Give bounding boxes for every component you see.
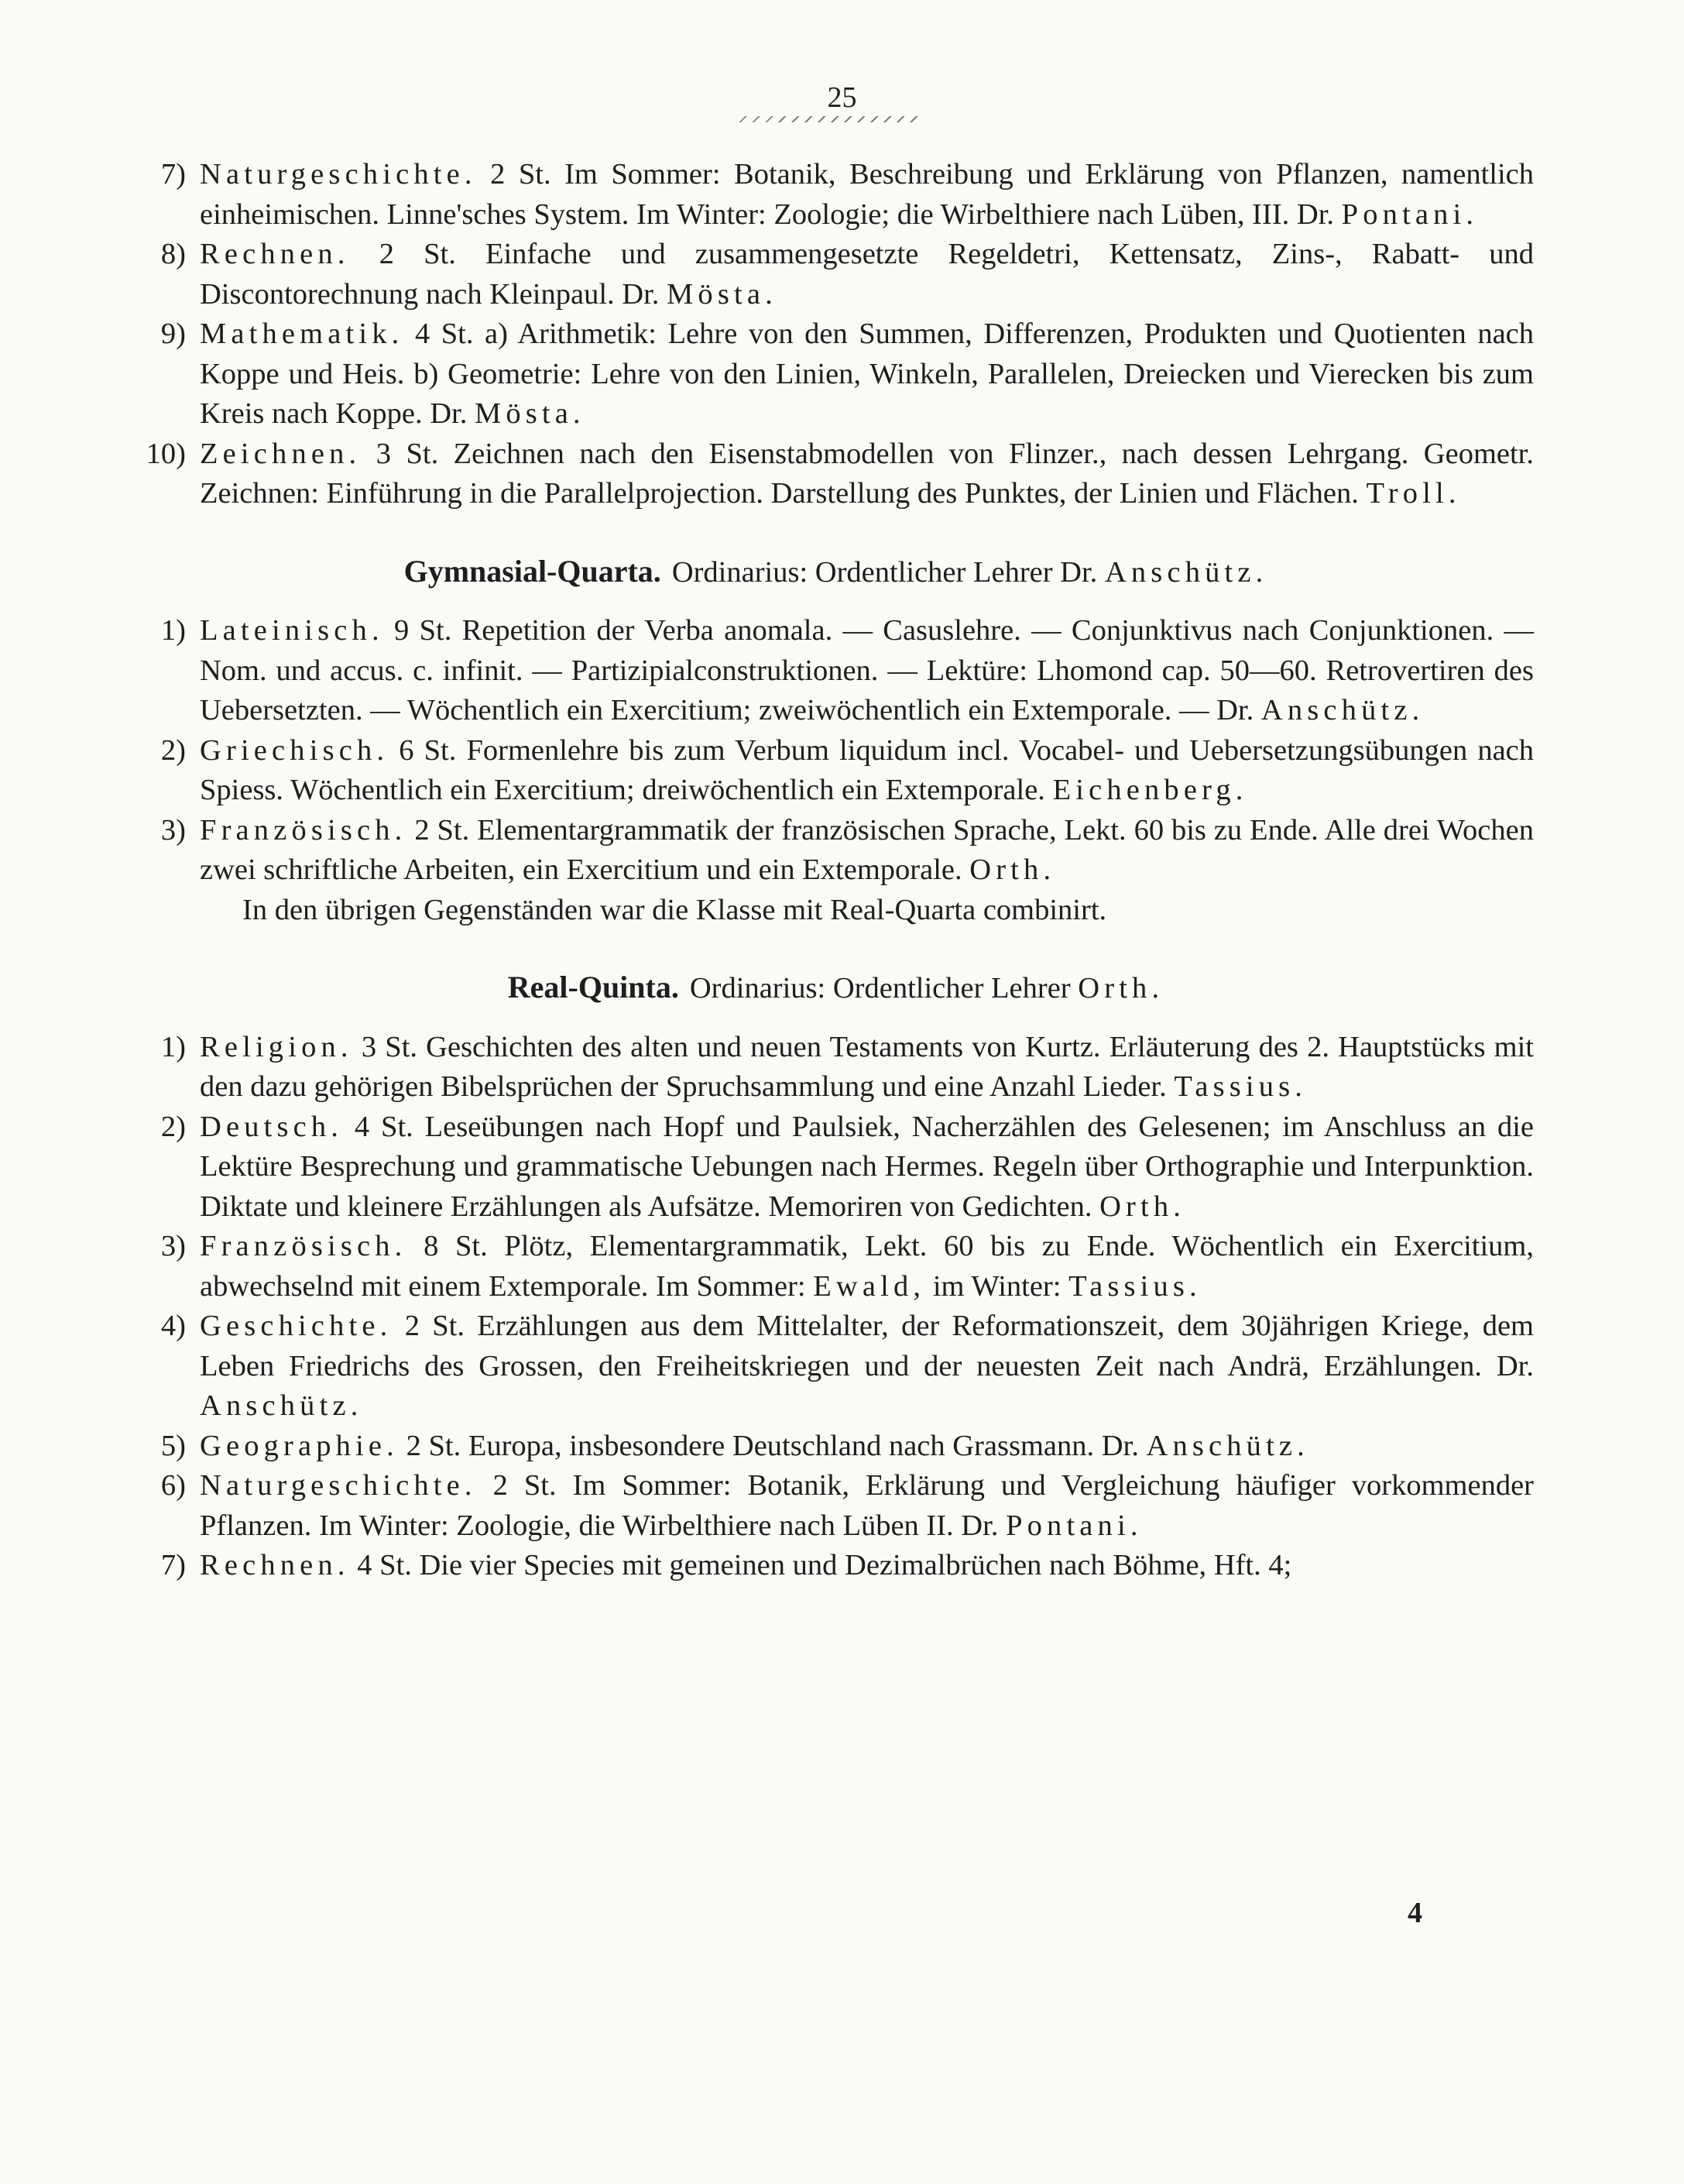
section-title: Gymnasial-Quarta. <box>403 553 661 589</box>
entry-number: 7) <box>160 158 186 191</box>
section-heading <box>138 551 1534 593</box>
spaced-name: Tassius. <box>1174 1070 1308 1103</box>
spaced-name: Mösta. <box>474 397 585 430</box>
entry-number: 9) <box>160 318 186 350</box>
entry-text-run: 6 St. Formenlehre bis zum Verbum liquidum incl. Vocabel- und Uebersetzungsübungen nach Spiess. Wöchentlich ein Exercitium; dreiwöchentlich ein Extemporale. <box>200 733 1534 806</box>
entry-text <box>200 811 1534 891</box>
entry-text-run: im Winter: <box>925 1269 1069 1303</box>
section-teacher: Anschütz. <box>1104 555 1268 589</box>
entry-text-run: 4 St. a) Arithmetik: Lehre von den Summen, Differenzen, Produkten und Quotienten nach Koppe und Heis. b) Geometrie: Lehre von den Linien, Winkeln, Parallelen, Dreiecken und Vierecken bis zum Kreis nach Koppe. Dr. <box>200 318 1534 430</box>
entry-text-run: 2 St. Europa, insbesondere Deutschland nach Grassmann. Dr. <box>398 1429 1147 1462</box>
spaced-name: Rechnen. <box>200 1549 350 1581</box>
entry-text-run: 4 St. Die vier Species mit gemeinen und Dezimalbrüchen nach Böhme, Hft. 4; <box>349 1549 1292 1581</box>
spaced-name: Orth. <box>969 853 1056 886</box>
spaced-name: Zeichnen. <box>200 437 362 470</box>
entry-text-run: 8 St. Plötz, Elementargrammatik, Lekt. 60 bis zu Ende. Wöchentlich ein Exercitium, abwechselnd mit einem Extemporale. Im Sommer: <box>200 1230 1534 1303</box>
subject-entry <box>138 1107 1534 1228</box>
spaced-name: Anschütz. <box>1260 694 1425 726</box>
spaced-name: Anschütz. <box>200 1389 363 1422</box>
page-number-ornament <box>739 116 921 122</box>
spaced-name: Tassius. <box>1068 1269 1202 1303</box>
entry-text <box>200 1307 1534 1427</box>
signature-mark: 4 <box>1408 1897 1422 1929</box>
spaced-name: Pontani. <box>1006 1509 1143 1542</box>
section-ordinarius: Ordinarius: Ordentlicher Lehrer Dr. <box>671 555 1105 589</box>
entry-text-run: 4 St. Leseübungen nach Hopf und Paulsiek, Nacherzählen des Gelesenen; im Anschluss an die Lektüre Besprechung und grammatische Uebungen nach Hermes. Regeln über Orthographie und Interpunktion. Diktate und kleinere Erzählungen als Aufsätze. Memoriren von Gedichten. <box>200 1110 1534 1223</box>
entry-number: 3) <box>160 1230 186 1262</box>
spaced-name: Geschichte. <box>200 1310 393 1342</box>
spaced-name: Lateinisch. <box>200 614 384 647</box>
spaced-name: Religion. <box>200 1030 353 1063</box>
entry-text-run: 9 St. Repetition der Verba anomala. — Casuslehre. — Conjunktivus nach Conjunktionen. — Nom. und accus. c. infinit. — Partizipialconstruktionen. — Lektüre: Lhomond cap. 50—60. Retrovertiren des Uebersetzten. — Wöchentlich ein Exercitium; zweiwöchentlich ein Extemporale. — Dr. <box>200 614 1534 726</box>
section-ordinarius: Ordinarius: Ordentlicher Lehrer <box>689 972 1079 1004</box>
spaced-name: Deutsch. <box>200 1110 344 1143</box>
entry-number: 10) <box>146 437 186 470</box>
entry-text-run: 2 St. Im Sommer: Botanik, Erklärung und Vergleichung häufiger vorkommender Pflanzen. Im Winter: Zoologie, die Wirbelthiere nach Lüben II. Dr. <box>200 1469 1534 1542</box>
entry-text <box>200 1028 1534 1107</box>
entry-number: 3) <box>160 813 186 846</box>
spaced-name: Französisch. <box>200 1230 407 1262</box>
section-teacher: Orth. <box>1078 972 1164 1004</box>
entry-text <box>200 611 1534 731</box>
entry-number: 1) <box>160 1030 186 1063</box>
subject-entry <box>138 314 1534 434</box>
page-number: 25 <box>827 81 857 114</box>
entry-text <box>200 314 1534 434</box>
entry-number: 6) <box>160 1469 186 1502</box>
section-heading <box>138 967 1534 1009</box>
entry-number: 1) <box>160 614 186 647</box>
entry-number: 4) <box>160 1310 186 1342</box>
subject-entry <box>138 1466 1534 1546</box>
entry-text-run: 2 St. Im Sommer: Botanik, Beschreibung und Erklärung von Pflanzen, namentlich einheimischen. Linne'sches System. Im Winter: Zoologie; die Wirbelthiere nach Lüben, III. Dr. <box>200 158 1534 231</box>
subject-entry <box>138 1307 1534 1427</box>
entry-text-run: 3 St. Geschichten des alten und neuen Testaments von Kurtz. Erläuterung des 2. Hauptstücks mit den dazu gehörigen Bibelsprüchen der Spruchsammlung und eine Anzahl Lieder. <box>200 1030 1534 1103</box>
subject-entry <box>138 1028 1534 1107</box>
entry-number: 2) <box>160 733 186 767</box>
spaced-name: Mösta. <box>667 277 777 311</box>
entry-text-run: 3 St. Zeichnen nach den Eisenstabmodellen von Flinzer., nach dessen Lehrgang. Geometr. Zeichnen: Einführung in die Parallelprojection. Darstellung des Punktes, der Linien und Flächen. <box>200 437 1534 510</box>
spaced-name: Orth. <box>1099 1190 1186 1223</box>
entry-number: 8) <box>160 238 186 270</box>
entry-text <box>200 155 1534 235</box>
entry-number: 2) <box>160 1110 186 1143</box>
entry-text-run: 2 St. Erzählungen aus dem Mittelalter, der Reformationszeit, dem 30jährigen Kriege, dem Leben Friedrichs des Grossen, den Freiheitskriegen und der neuesten Zeit nach Andrä, Erzählungen. Dr. <box>200 1310 1534 1382</box>
subject-entry <box>138 1227 1534 1307</box>
spaced-name: Ewald, <box>813 1269 926 1303</box>
subject-entry <box>138 811 1534 891</box>
spaced-name: Anschütz. <box>1146 1429 1309 1462</box>
entry-text <box>200 235 1534 314</box>
entry-text <box>200 1227 1534 1307</box>
entry-number: 5) <box>160 1429 186 1462</box>
section-note: In den übrigen Gegenständen war die Klasse mit Real-Quarta combinirt. <box>242 893 1107 926</box>
spaced-name: Eichenberg. <box>1052 774 1248 806</box>
spaced-name: Griechisch. <box>200 733 389 767</box>
entry-number: 7) <box>160 1549 186 1581</box>
spaced-name: Pontani. <box>1341 197 1479 231</box>
entry-text <box>200 434 1534 514</box>
subject-entry <box>138 1546 1534 1586</box>
entry-text <box>200 1546 1534 1586</box>
entry-text <box>200 1466 1534 1546</box>
section-gap <box>138 514 1534 534</box>
subject-entry <box>138 1427 1534 1467</box>
spaced-name: Troll. <box>1366 477 1461 510</box>
spaced-name: Mathematik. <box>200 318 404 350</box>
subject-entry <box>138 235 1534 314</box>
section-title: Real-Quinta. <box>507 970 679 1004</box>
entry-text <box>200 1107 1534 1228</box>
subject-entry <box>138 155 1534 235</box>
spaced-name: Naturgeschichte. <box>200 158 477 191</box>
entry-text <box>200 731 1534 811</box>
subject-entry <box>138 611 1534 731</box>
page-content <box>138 155 1534 1586</box>
entry-text <box>200 1427 1534 1467</box>
spaced-name: Französisch. <box>200 813 407 846</box>
entry-text-run: 2 St. Einfache und zusammengesetzte Regeldetri, Kettensatz, Zins-, Rabatt- und Discontorechnung nach Kleinpaul. Dr. <box>200 238 1534 311</box>
subject-entry <box>138 434 1534 514</box>
spaced-name: Naturgeschichte. <box>200 1469 477 1502</box>
spaced-name: Geographie. <box>200 1429 399 1462</box>
entry-text-run: 2 St. Elementargrammatik der französischen Sprache, Lekt. 60 bis zu Ende. Alle drei Wochen zwei schriftliche Arbeiten, ein Exercitium und ein Extemporale. <box>200 813 1534 886</box>
spaced-name: Rechnen. <box>200 238 350 270</box>
subject-entry <box>138 731 1534 811</box>
section-gap <box>138 930 1534 950</box>
